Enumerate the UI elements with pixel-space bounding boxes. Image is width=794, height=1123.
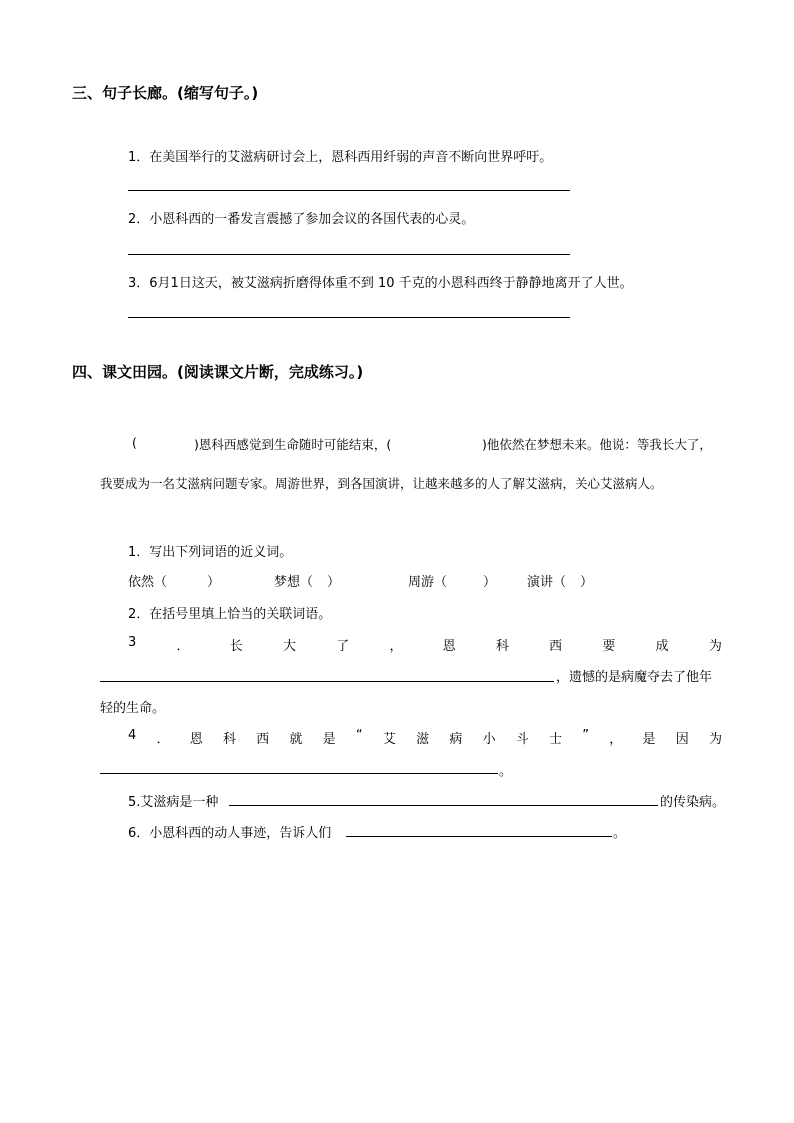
q4-char: ， bbox=[609, 732, 623, 747]
paren-close: ） bbox=[207, 575, 221, 590]
passage-text-end: )他依然在梦想未来。他说：等我长大了， bbox=[482, 437, 712, 452]
synonym-yiran-label: 依然（ bbox=[128, 575, 168, 590]
question-2-label: 2．在括号里填上恰当的关联词语。 bbox=[128, 607, 332, 622]
q3-char: 长 bbox=[229, 639, 243, 654]
paren-close: ） bbox=[580, 575, 594, 590]
synonym-mengxiang-label: 梦想（ bbox=[274, 575, 314, 590]
q3-char: 西 bbox=[549, 639, 563, 654]
section-3-item-2: 2．小恩科西的一番发言震撼了参加会议的各国代表的心灵。 bbox=[128, 212, 475, 227]
q4-char: 因 bbox=[675, 732, 689, 747]
question-3-blank[interactable] bbox=[100, 681, 554, 682]
answer-line-1[interactable] bbox=[128, 190, 570, 191]
passage-paren-open: ( bbox=[132, 435, 137, 450]
question-4-blank[interactable] bbox=[100, 773, 498, 774]
q4-char: 恩 bbox=[189, 732, 203, 747]
section-3-heading: 三、句子长廊。(缩写句子。) bbox=[72, 84, 259, 102]
q3-char: 要 bbox=[602, 639, 616, 654]
question-1-label: 1．写出下列词语的近义词。 bbox=[128, 545, 293, 560]
q4-char: “ bbox=[355, 728, 363, 743]
q4-char: 滋 bbox=[416, 732, 430, 747]
question-5-suffix: 的传染病。 bbox=[660, 795, 726, 810]
q4-char: 小 bbox=[482, 732, 496, 747]
question-3-after-blank: ，遗憾的是病魔夺去了他年 bbox=[556, 670, 713, 685]
q3-char: ． bbox=[176, 639, 190, 654]
q3-char: 成 bbox=[655, 639, 669, 654]
synonym-yanjiang bbox=[527, 571, 593, 590]
section-3-item-3: 3．6月1日这天，被艾滋病折磨得体重不到 10 千克的小恩科西终于静静地离开了人世。 bbox=[128, 276, 633, 291]
question-4-line-1 bbox=[128, 728, 722, 747]
q4-char: 就 bbox=[289, 732, 303, 747]
passage-text-mid: )恩科西感觉到生命随时可能结束，( bbox=[194, 437, 392, 452]
q3-char: ， bbox=[389, 639, 403, 654]
q4-char: 西 bbox=[256, 732, 270, 747]
q4-char: ． bbox=[156, 732, 170, 747]
question-5-blank[interactable] bbox=[229, 805, 658, 806]
answer-line-2[interactable] bbox=[128, 254, 570, 255]
passage-paragraph-2: 我要成为一名艾滋病问题专家。周游世界，到各国演讲，让越来越多的人了解艾滋病，关心艾滋病人。 bbox=[100, 476, 663, 491]
q4-char: 科 bbox=[222, 732, 236, 747]
q4-char: 艾 bbox=[382, 732, 396, 747]
q3-char: 大 bbox=[282, 639, 296, 654]
paren-close: ） bbox=[483, 575, 497, 590]
answer-line-3[interactable] bbox=[128, 317, 570, 318]
question-6-suffix: 。 bbox=[613, 826, 627, 841]
q3-char: 3 bbox=[128, 635, 137, 650]
q4-char: 是 bbox=[642, 732, 656, 747]
q4-char: 斗 bbox=[515, 732, 529, 747]
question-3-continuation: 轻的生命。 bbox=[100, 701, 166, 716]
q4-char: 为 bbox=[708, 732, 722, 747]
question-5-prefix: 5.艾滋病是一种 bbox=[128, 795, 219, 810]
q4-char: 士 bbox=[549, 732, 563, 747]
synonym-zhouyou-label: 周游（ bbox=[408, 575, 448, 590]
q3-char: 了 bbox=[336, 639, 350, 654]
q3-char: 为 bbox=[708, 639, 722, 654]
q4-char: ” bbox=[582, 728, 590, 743]
q4-char: 是 bbox=[322, 732, 336, 747]
section-4-heading: 四、课文田园。(阅读课文片断，完成练习。) bbox=[72, 363, 364, 381]
question-4-end: 。 bbox=[499, 764, 513, 779]
synonym-mengxiang bbox=[274, 571, 340, 590]
synonym-zhouyou bbox=[408, 571, 496, 590]
paren-close: ） bbox=[327, 575, 341, 590]
question-6-blank[interactable] bbox=[346, 836, 612, 837]
q3-char: 科 bbox=[495, 639, 509, 654]
q4-char: 病 bbox=[449, 732, 463, 747]
synonym-yiran bbox=[128, 571, 220, 590]
synonym-yanjiang-label: 演讲（ bbox=[527, 575, 567, 590]
q4-char: 4 bbox=[128, 728, 137, 743]
question-3-line-1 bbox=[128, 635, 722, 654]
section-3-item-1: 1．在美国举行的艾滋病研讨会上，恩科西用纤弱的声音不断向世界呼吁。 bbox=[128, 150, 553, 165]
question-6-prefix: 6．小恩科西的动人事迹，告诉人们 bbox=[128, 826, 332, 841]
q3-char: 恩 bbox=[442, 639, 456, 654]
